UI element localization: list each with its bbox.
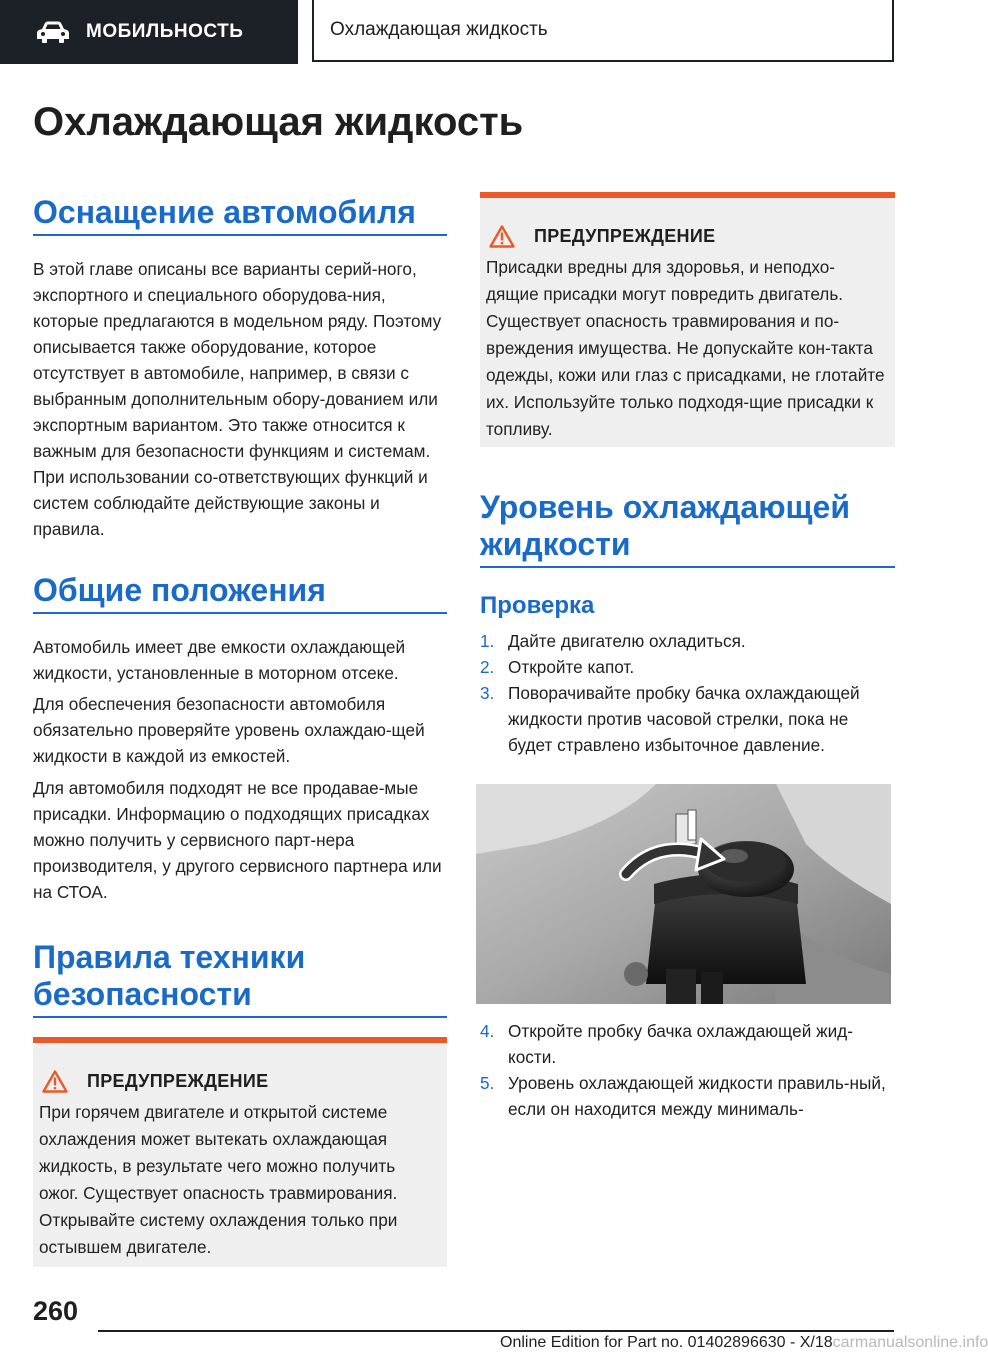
section-rule bbox=[480, 566, 895, 568]
general-paragraph-3: Для автомобиля подходят не все продавае-мые присадки. Информацию о подходящих присадках можно получить у сервисного парт-нера производителя, у другого сервисного партнера или на СТОА. bbox=[33, 778, 442, 902]
subsection-title-check: Проверка bbox=[480, 592, 595, 619]
warning-label: ПРЕДУПРЕЖДЕНИЕ bbox=[534, 225, 716, 246]
warning-box-hot-engine bbox=[33, 1037, 447, 1267]
warning-triangle-icon bbox=[42, 1070, 68, 1093]
page-title: Охлаждающая жидкость bbox=[33, 100, 524, 144]
footer-edition-text: Online Edition for Part no. 01402896630 - X/18 bbox=[500, 1334, 833, 1351]
step-number: 1. bbox=[480, 631, 495, 651]
step-text: Поворачивайте пробку бачка охлаждающей жидкости против часовой стрелки, пока не будет стравлено избыточное давление. bbox=[508, 683, 860, 755]
warning-label: ПРЕДУПРЕЖДЕНИЕ bbox=[87, 1070, 269, 1091]
footer-edition bbox=[500, 1334, 988, 1352]
steps-list bbox=[480, 628, 896, 758]
warning-triangle-icon bbox=[489, 225, 515, 248]
car-icon bbox=[36, 20, 70, 44]
section-rule bbox=[33, 1016, 447, 1018]
step-number: 3. bbox=[480, 683, 495, 703]
header-section-tab[interactable] bbox=[0, 0, 298, 64]
section-title-safety-line1: Правила техники bbox=[33, 939, 306, 975]
step-text: Уровень охлаждающей жидкости правиль-ный, если он находится между минималь- bbox=[508, 1073, 886, 1119]
equipment-paragraph: В этой главе описаны все варианты серий-ного, экспортного и специального оборудова-ния, которые предлагаются в модельном ряду. Поэтому описывается также оборудование, которое отсутствует в автомобиле, например, в связи с выбранным дополнительным обору-дованием или экспортным вариантом. Это также относится к важным для безопасности функциям и системам. При использовании со-ответствующих функций и систем соблюдайте действующие законы и правила. bbox=[33, 259, 442, 539]
step-number: 4. bbox=[480, 1021, 495, 1041]
section-title-general: Общие положения bbox=[33, 572, 326, 608]
step-number: 2. bbox=[480, 657, 495, 677]
section-rule bbox=[33, 234, 447, 236]
warning-box-additives bbox=[480, 192, 895, 447]
header-section-label: МОБИЛЬНОСТЬ bbox=[86, 21, 244, 42]
section-title-coolant-level-line1: Уровень охлаждающей bbox=[480, 489, 850, 525]
steps-list bbox=[480, 1018, 896, 1122]
step-item bbox=[480, 628, 896, 654]
section-title-safety-line2: безопасности bbox=[33, 976, 252, 1012]
step-number: 5. bbox=[480, 1073, 495, 1093]
section-title-equipment: Оснащение автомобиля bbox=[33, 194, 416, 230]
step-item bbox=[480, 680, 896, 758]
step-item bbox=[480, 654, 896, 680]
step-text: Дайте двигателю охладиться. bbox=[508, 631, 746, 651]
warning-text: Присадки вредны для здоровья, и неподхо-дящие присадки могут повредить двигатель. Существует опасность травмирования и по-вреждения имущества. Не допускайте кон-такта одежды, кожи или глаз с присадками, не глотайте их. Используйте только подходя-щие присадки к топливу. bbox=[486, 257, 885, 439]
header-chapter bbox=[312, 0, 894, 62]
step-text: Откройте пробку бачка охлаждающей жид-кости. bbox=[508, 1021, 853, 1067]
coolant-reservoir-photo bbox=[476, 784, 891, 1004]
general-paragraph-2: Для обеспечения безопасности автомобиля обязательно проверяйте уровень охлаждаю-щей жидкости в каждой из емкостей. bbox=[33, 694, 425, 766]
footer-rule bbox=[98, 1330, 894, 1332]
section-title-coolant-level-line2: жидкости bbox=[480, 526, 631, 562]
page-number: 260 bbox=[33, 1296, 79, 1326]
step-text: Откройте капот. bbox=[508, 657, 635, 677]
step-item bbox=[480, 1018, 896, 1070]
warning-text: При горячем двигателе и открытой системе охлаждения может вытекать охлаждающая жидкость, в результате чего можно получить ожог. Существует опасность травмирования. Открывайте систему охлаждения только при остывшем двигателе. bbox=[39, 1102, 398, 1257]
general-paragraph-1: Автомобиль имеет две емкости охлаждающей жидкости, установленные в моторном отсеке. bbox=[33, 637, 406, 683]
section-rule bbox=[33, 612, 447, 614]
step-item bbox=[480, 1070, 896, 1122]
header-chapter-label: Охлаждающая жидкость bbox=[330, 19, 548, 40]
watermark: carmanualsonline.info bbox=[832, 1334, 988, 1351]
